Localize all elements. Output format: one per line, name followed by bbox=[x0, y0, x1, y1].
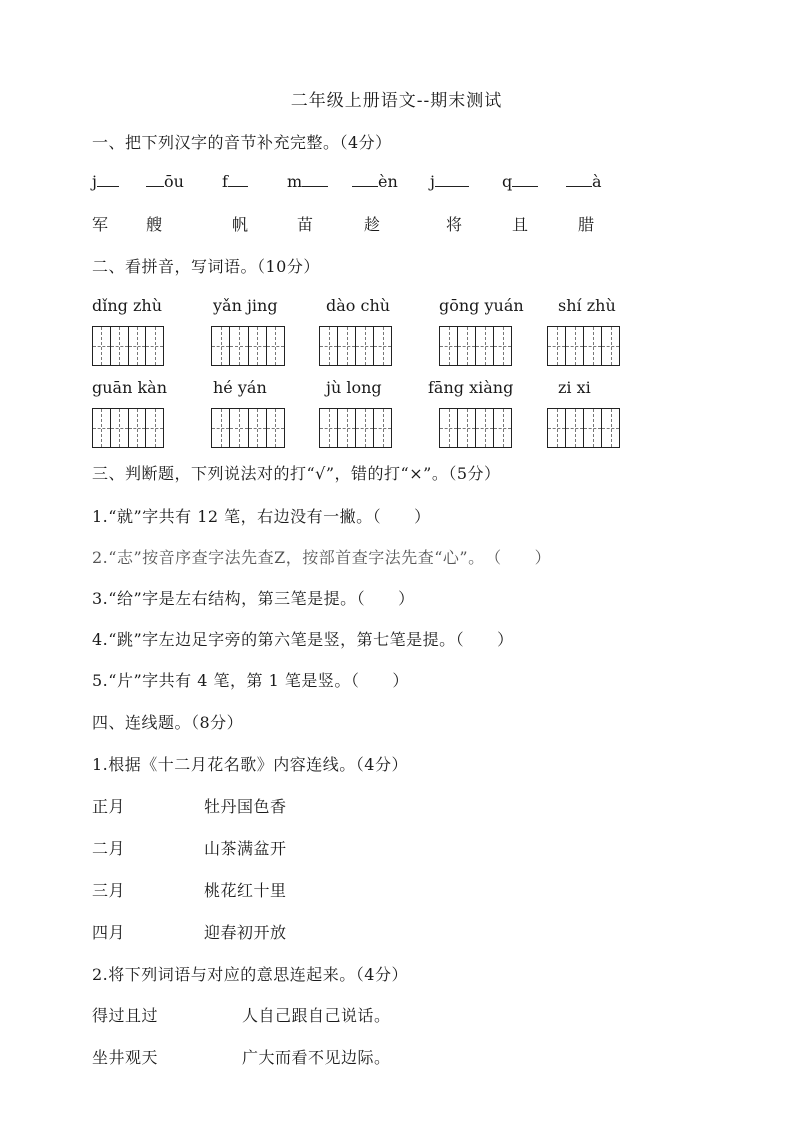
q2-heading: 二、看拼音，写词语。（10分） bbox=[92, 257, 320, 276]
writing-grid[interactable] bbox=[439, 326, 512, 366]
q1-pinyin-8-text: à bbox=[592, 172, 602, 191]
q1-pinyin-1-blank[interactable] bbox=[97, 172, 119, 187]
q1-pinyin-3 bbox=[222, 172, 248, 191]
q1-pinyin-1-text: j bbox=[92, 172, 97, 191]
writing-grid[interactable] bbox=[211, 326, 285, 366]
q3-item-3: 3.“给”字是左右结构，第三笔是提。（ ） bbox=[92, 589, 415, 608]
q1-pinyin-7 bbox=[502, 172, 538, 191]
q1-char-5: 趁 bbox=[364, 215, 381, 234]
writing-grid[interactable] bbox=[547, 408, 620, 448]
q4-sub1: 1.根据《十二月花名歌》内容连线。（4分） bbox=[92, 755, 408, 774]
writing-grid[interactable] bbox=[92, 408, 164, 448]
q4-sub2: 2.将下列词语与对应的意思连起来。（4分） bbox=[92, 965, 408, 984]
meaning-label[interactable]: 人自己跟自己说话。 bbox=[242, 1006, 391, 1025]
q1-pinyin-5-text: èn bbox=[378, 172, 398, 191]
q1-pinyin-3-text: f bbox=[222, 172, 228, 191]
q2-pinyin-5: shí zhù bbox=[558, 296, 616, 315]
q1-pinyin-6 bbox=[430, 172, 469, 191]
q1-pinyin-7-blank[interactable] bbox=[512, 172, 538, 187]
q1-heading: 一、把下列汉字的音节补充完整。（4分） bbox=[92, 133, 392, 152]
q1-char-8: 腊 bbox=[578, 215, 595, 234]
q1-char-1: 军 bbox=[92, 215, 109, 234]
writing-grid[interactable] bbox=[319, 326, 392, 366]
q1-pinyin-1 bbox=[92, 172, 119, 191]
q3-heading: 三、判断题，下列说法对的打“√”，错的打“×”。（5分） bbox=[92, 464, 501, 483]
q1-pinyin-8 bbox=[566, 172, 602, 191]
q1-pinyin-2-blank[interactable] bbox=[146, 172, 164, 187]
q2-pinyin-1: dǐng zhù bbox=[92, 296, 163, 315]
q2-pinyin-3: dào chù bbox=[326, 296, 391, 315]
q1-pinyin-8-blank[interactable] bbox=[566, 172, 592, 187]
month-label[interactable]: 二月 bbox=[92, 839, 126, 858]
q1-pinyin-6-text: j bbox=[430, 172, 435, 191]
idiom-label[interactable]: 坐井观天 bbox=[92, 1048, 159, 1067]
flower-label[interactable]: 迎春初开放 bbox=[204, 923, 287, 942]
writing-grid[interactable] bbox=[319, 408, 392, 448]
q1-pinyin-6-blank[interactable] bbox=[435, 172, 469, 187]
writing-grid[interactable] bbox=[211, 408, 285, 448]
q3-item-2: 2.“志”按音序查字法先查Z，按部首查字法先查“心”。 （ ） bbox=[92, 548, 552, 567]
q2-pinyin-2: yǎn jing bbox=[213, 296, 278, 315]
q1-pinyin-7-text: q bbox=[502, 172, 513, 191]
q1-char-7: 且 bbox=[512, 215, 529, 234]
q1-pinyin-3-blank[interactable] bbox=[228, 172, 248, 187]
q2-pinyin-4: gōng yuán bbox=[439, 296, 524, 315]
q2-pinyin-9: fāng xiàng bbox=[428, 378, 514, 397]
month-label[interactable]: 三月 bbox=[92, 881, 126, 900]
q1-pinyin-5 bbox=[352, 172, 398, 191]
q1-pinyin-2 bbox=[146, 172, 184, 191]
month-label[interactable]: 正月 bbox=[92, 797, 126, 816]
q2-pinyin-10: zi xi bbox=[558, 378, 591, 397]
q4-heading: 四、连线题。（8分） bbox=[92, 713, 244, 732]
q1-char-6: 将 bbox=[446, 215, 463, 234]
writing-grid[interactable] bbox=[439, 408, 512, 448]
flower-label[interactable]: 桃花红十里 bbox=[204, 881, 287, 900]
flower-label[interactable]: 山茶满盆开 bbox=[204, 839, 287, 858]
q1-pinyin-4-text: m bbox=[287, 172, 303, 191]
q1-char-4: 苗 bbox=[297, 215, 314, 234]
page-title: 二年级上册语文--期末测试 bbox=[290, 91, 503, 111]
q1-pinyin-4-blank[interactable] bbox=[302, 172, 328, 187]
q2-pinyin-7: hé yán bbox=[213, 378, 267, 397]
q1-pinyin-4 bbox=[287, 172, 328, 191]
flower-label[interactable]: 牡丹国色香 bbox=[204, 797, 287, 816]
q3-item-5: 5.“片”字共有 4 笔，第 1 笔是竖。（ ） bbox=[92, 671, 409, 690]
q1-char-3: 帆 bbox=[232, 215, 249, 234]
idiom-label[interactable]: 得过且过 bbox=[92, 1006, 159, 1025]
writing-grid[interactable] bbox=[92, 326, 164, 366]
q3-item-4: 4.“跳”字左边足字旁的第六笔是竖，第七笔是提。（ ） bbox=[92, 630, 514, 649]
q2-pinyin-8: jù long bbox=[326, 378, 382, 397]
q1-char-2: 艘 bbox=[146, 215, 163, 234]
q3-item-1: 1.“就”字共有 12 笔，右边没有一撇。（ ） bbox=[92, 507, 431, 526]
writing-grid[interactable] bbox=[547, 326, 620, 366]
q1-pinyin-2-text: ōu bbox=[164, 172, 184, 191]
q1-pinyin-5-blank[interactable] bbox=[352, 172, 378, 187]
month-label[interactable]: 四月 bbox=[92, 923, 126, 942]
q2-pinyin-6: guān kàn bbox=[92, 378, 168, 397]
meaning-label[interactable]: 广大而看不见边际。 bbox=[242, 1048, 391, 1067]
